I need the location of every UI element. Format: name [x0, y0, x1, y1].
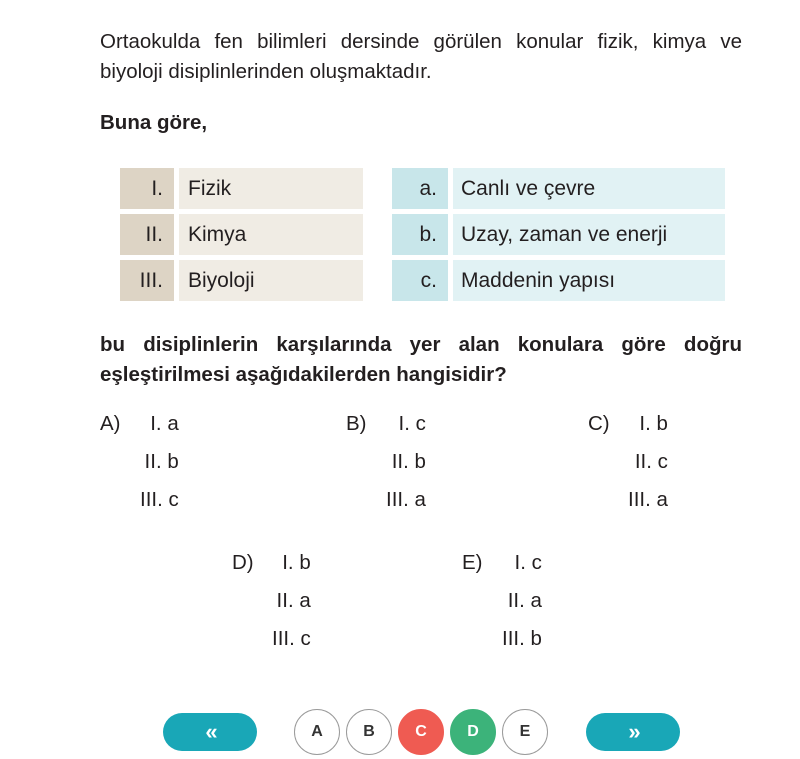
- question-text: bu disiplinlerin karşılarında yer alan konulara göre doğru eşleştirilmesi aşağıdakilerden hangisidir?: [100, 333, 742, 386]
- disciplines-table: [120, 168, 363, 301]
- double-chevron-left-icon: «: [205, 719, 215, 744]
- option-letter: C): [588, 412, 610, 435]
- option-letter: A): [100, 412, 121, 435]
- table-row: [392, 214, 725, 255]
- lead-text: Buna göre,: [100, 111, 208, 134]
- discipline-name: Fizik: [179, 168, 363, 209]
- option-e: [462, 544, 542, 658]
- choice-e-button[interactable]: E: [502, 709, 548, 755]
- option-letter: D): [232, 551, 254, 574]
- row-letter: c.: [392, 260, 448, 301]
- choice-d-button[interactable]: D: [450, 709, 496, 755]
- topic-name: Canlı ve çevre: [453, 168, 725, 209]
- option-d: [232, 544, 311, 658]
- choice-b-button[interactable]: B: [346, 709, 392, 755]
- option-line: II. b: [144, 450, 179, 473]
- option-line: II. b: [391, 450, 426, 473]
- option-line: I. b: [282, 551, 311, 574]
- option-line: I. c: [398, 412, 426, 435]
- option-a: [100, 405, 179, 519]
- option-line: III. a: [386, 488, 426, 511]
- row-letter: a.: [392, 168, 448, 209]
- discipline-name: Kimya: [179, 214, 363, 255]
- option-line: III. c: [140, 488, 179, 511]
- row-number: II.: [120, 214, 174, 255]
- option-line: I. a: [150, 412, 179, 435]
- row-number: I.: [120, 168, 174, 209]
- discipline-name: Biyoloji: [179, 260, 363, 301]
- double-chevron-right-icon: »: [628, 719, 638, 744]
- table-row: [120, 260, 363, 301]
- intro-text: Ortaokulda fen bilimleri dersinde görülen konular fizik, kimya ve biyoloji disiplinlerinden oluşmaktadır.: [100, 30, 742, 83]
- topic-name: Uzay, zaman ve enerji: [453, 214, 725, 255]
- row-number: III.: [120, 260, 174, 301]
- row-letter: b.: [392, 214, 448, 255]
- option-line: II. c: [634, 450, 668, 473]
- choice-a-button[interactable]: A: [294, 709, 340, 755]
- option-line: II. a: [276, 589, 311, 612]
- topic-name: Maddenin yapısı: [453, 260, 725, 301]
- choice-c-button[interactable]: C: [398, 709, 444, 755]
- topics-table: [392, 168, 725, 301]
- option-line: I. c: [514, 551, 542, 574]
- next-button[interactable]: [586, 713, 680, 751]
- table-row: [392, 260, 725, 301]
- table-row: [120, 214, 363, 255]
- option-c: [588, 405, 668, 519]
- table-row: [392, 168, 725, 209]
- option-line: III. c: [272, 627, 311, 650]
- option-line: II. a: [507, 589, 542, 612]
- previous-button[interactable]: [163, 713, 257, 751]
- option-line: III. a: [628, 488, 668, 511]
- option-line: III. b: [502, 627, 542, 650]
- option-letter: B): [346, 412, 367, 435]
- option-line: I. b: [639, 412, 668, 435]
- option-b: [346, 405, 426, 519]
- option-letter: E): [462, 551, 483, 574]
- table-row: [120, 168, 363, 209]
